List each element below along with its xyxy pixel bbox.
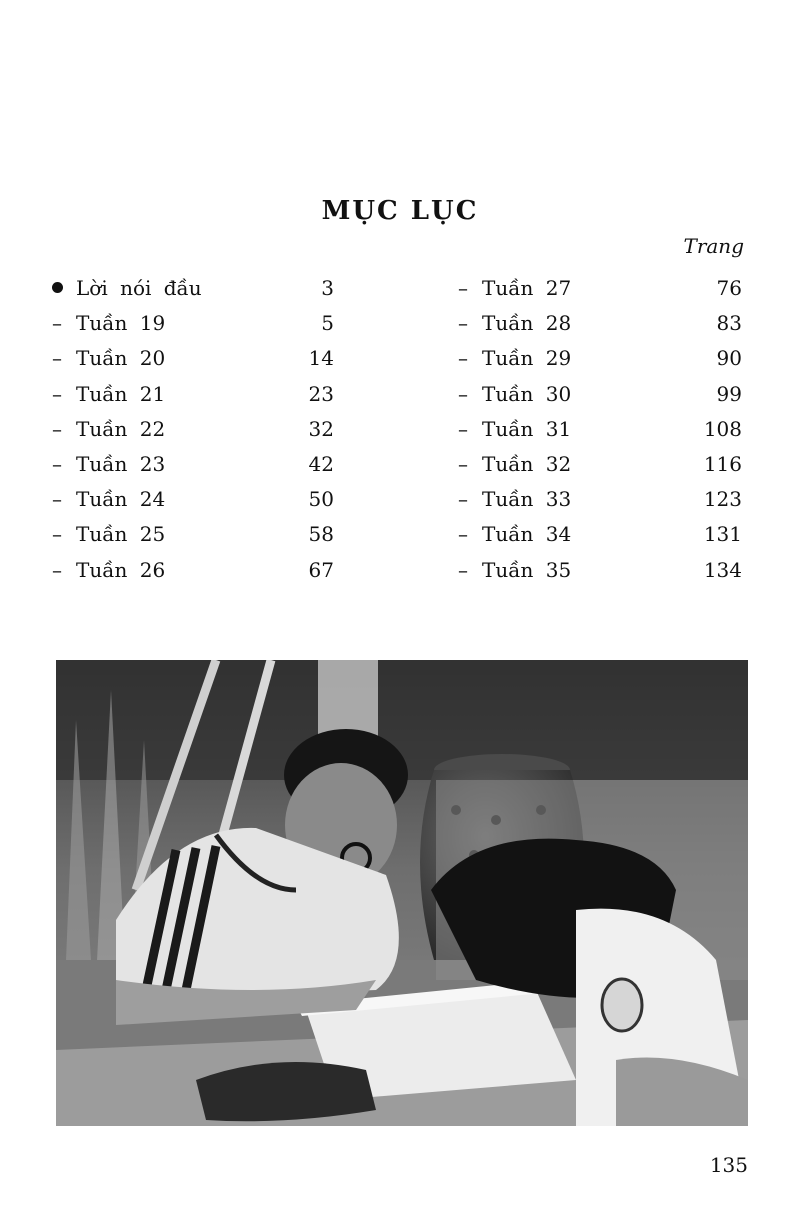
toc-entry-page: 32 (308, 416, 334, 441)
toc-entry-label: – Tuần 26 (52, 557, 166, 582)
photo-students-writing-icon (56, 660, 748, 1126)
toc-entry-label: – Tuần 33 (458, 487, 572, 512)
toc-entry-page: 108 (703, 416, 742, 441)
toc-entry[interactable] (52, 276, 334, 311)
dash-icon: – (52, 487, 62, 512)
toc-entry[interactable] (52, 382, 334, 417)
toc-entry-page: 42 (308, 451, 334, 476)
dash-icon: – (52, 416, 62, 441)
toc-entry-label: – Tuần 29 (458, 346, 572, 371)
toc-entry[interactable] (52, 417, 334, 452)
toc-entry-page: 58 (308, 522, 334, 547)
toc-column-right (458, 276, 742, 593)
toc-entry[interactable] (52, 522, 334, 557)
toc-title: MỤC LỤC (321, 196, 479, 226)
toc-entry-label: – Tuần 27 (458, 276, 572, 300)
dash-icon: – (458, 276, 468, 300)
toc-entry[interactable] (52, 558, 334, 593)
toc-entry[interactable] (458, 417, 742, 452)
toc-entry-page: 90 (716, 346, 742, 371)
toc-entry-label: Lời nói đầu (52, 276, 202, 300)
toc-entry[interactable] (52, 311, 334, 346)
dash-icon: – (458, 522, 468, 547)
toc-entry[interactable] (458, 558, 742, 593)
toc-entry-page: 67 (308, 557, 334, 582)
toc-entry-label: – Tuần 28 (458, 311, 572, 336)
dash-icon: – (458, 381, 468, 406)
toc-entry-label: – Tuần 23 (52, 451, 166, 476)
dash-icon: – (458, 346, 468, 371)
toc-entry-label: – Tuần 31 (458, 416, 572, 441)
toc-entry-page: 116 (703, 451, 742, 476)
toc-entry[interactable] (458, 276, 742, 311)
toc-entry-label: – Tuần 21 (52, 381, 166, 406)
dash-icon: – (52, 522, 62, 547)
toc-entry-page: 23 (308, 381, 334, 406)
dash-icon: – (458, 311, 468, 336)
toc-entry[interactable] (458, 452, 742, 487)
toc-entry-label: – Tuần 34 (458, 522, 572, 547)
toc-entry-page: 14 (308, 346, 334, 371)
dash-icon: – (52, 381, 62, 406)
toc-column-left (52, 276, 334, 593)
dash-icon: – (52, 346, 62, 371)
toc-entry[interactable] (52, 487, 334, 522)
toc-entry-page: 131 (703, 522, 742, 547)
dash-icon: – (52, 451, 62, 476)
toc-entry[interactable] (458, 522, 742, 557)
toc-entry-page: 76 (716, 276, 742, 300)
toc-entry[interactable] (458, 311, 742, 346)
page-column-header: Trang (683, 234, 744, 258)
dash-icon: – (458, 451, 468, 476)
photograph (56, 660, 748, 1126)
page-number: 135 (709, 1153, 748, 1177)
toc-entry-label: – Tuần 20 (52, 346, 166, 371)
toc-entry-page: 50 (308, 487, 334, 512)
toc-entry-page: 83 (716, 311, 742, 336)
dash-icon: – (52, 557, 62, 582)
toc-entry[interactable] (458, 346, 742, 381)
dash-icon: – (458, 487, 468, 512)
toc-entry-page: 99 (716, 381, 742, 406)
toc-entry[interactable] (52, 452, 334, 487)
dash-icon: – (458, 557, 468, 582)
toc-entry-page: 134 (703, 557, 742, 582)
toc-entry-page: 3 (321, 276, 334, 300)
toc-entry[interactable] (458, 382, 742, 417)
toc-entry-label: – Tuần 22 (52, 416, 166, 441)
toc-entry-label: – Tuần 25 (52, 522, 166, 547)
toc-entry-page: 5 (321, 311, 334, 336)
toc-entry[interactable] (458, 487, 742, 522)
toc-entry-label: – Tuần 35 (458, 557, 572, 582)
toc-entry-page: 123 (703, 487, 742, 512)
toc-entry-label: – Tuần 32 (458, 451, 572, 476)
toc-entry-label: – Tuần 19 (52, 311, 166, 336)
toc-entry-label: – Tuần 30 (458, 381, 572, 406)
dash-icon: – (458, 416, 468, 441)
bullet-icon (52, 282, 63, 293)
toc-entry[interactable] (52, 346, 334, 381)
dash-icon: – (52, 311, 62, 336)
toc-entry-label: – Tuần 24 (52, 487, 166, 512)
